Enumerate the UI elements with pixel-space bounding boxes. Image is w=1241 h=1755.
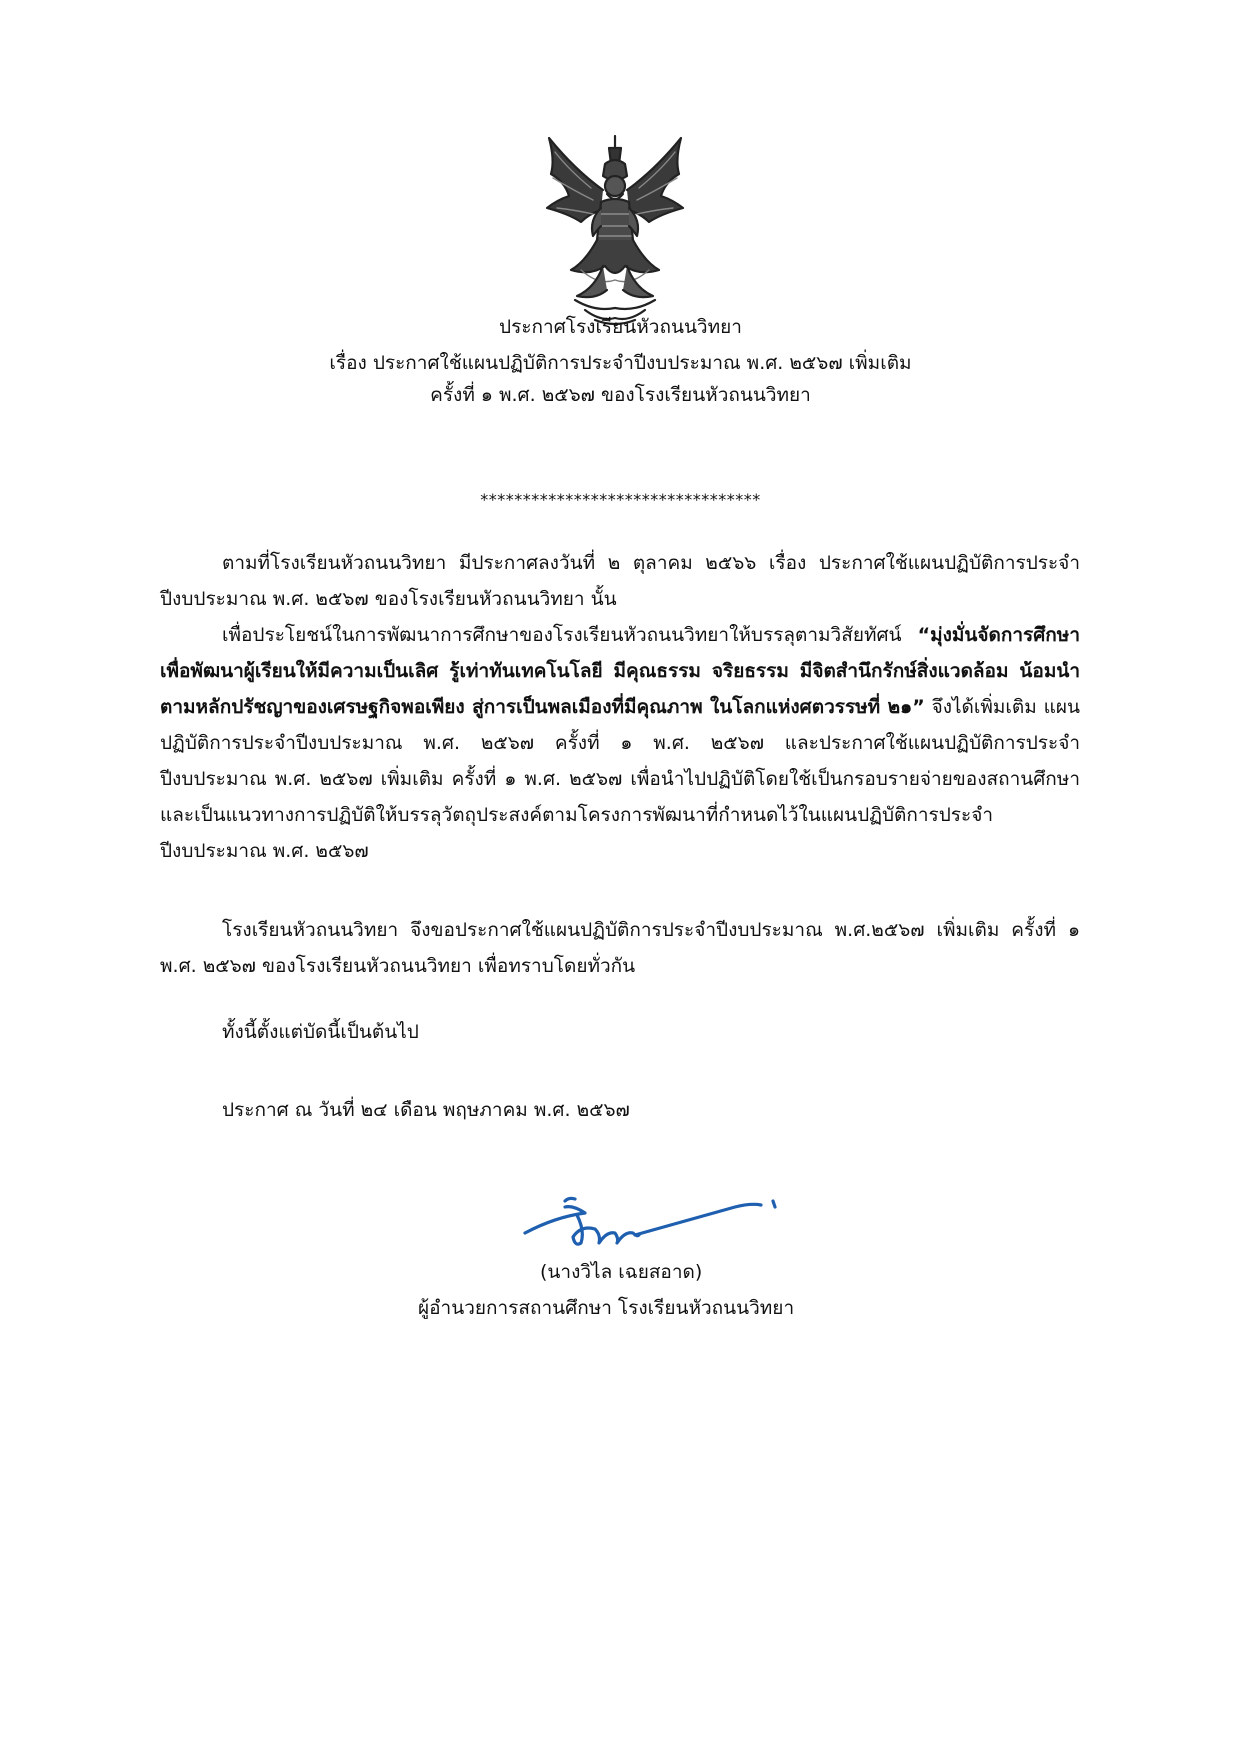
paragraph-2-rest: จึงได้เพิ่มเติม แผนปฏิบัติการประจำปีงบประมาณ พ.ศ. ๒๕๖๗ ครั้งที่ ๑ พ.ศ. ๒๕๖๗ และประกาศใช้แผนปฏิบัติการประจำปีงบประมาณ พ.ศ. ๒๕๖๗ เพิ่มเติม ครั้งที่ ๑ พ.ศ. ๒๕๖๗ เพื่อนำไปปฏิบัติโดยใช้เป็นกรอบรายจ่ายของสถานศึกษา และเป็นแนวทางการปฏิบัติให้บรรลุวัตถุประสงค์ตามโครงการพัฒนาที่กำหนดไว้ในแผนปฏิบัติการประจำปีงบประมาณ พ.ศ. ๒๕๖๗ <box>160 696 1080 862</box>
vision-statement: “มุ่งมั่นจัดการศึกษาเพื่อพัฒนาผู้เรียนให้มีความเป็นเลิศ รู้เท่าทันเทคโนโลยี มีคุณธรรม จริยธรรม มีจิตสำนึกรักษ์สิ่งแวดล้อม น้อมนำตามหลักปรัชญาของเศรษฐกิจพอเพียง สู่การเป็นพลเมืองที่มีคุณภาพ ในโลกแห่งศตวรรษที่ ๒๑” <box>160 624 1080 718</box>
signatory-name: (นางวิไล เฉยสอาด) <box>540 1261 703 1283</box>
effective-statement: ทั้งนี้ตั้งแต่บัดนี้เป็นต้นไป <box>222 1021 419 1043</box>
paragraph-3-text: โรงเรียนหัวถนนวิทยา จึงขอประกาศใช้แผนปฏิบัติการประจำปีงบประมาณ พ.ศ.๒๕๖๗ เพิ่มเติม ครั้งที่ ๑ พ.ศ. ๒๕๖๗ ของโรงเรียนหัวถนนวิทยา เพื่อทราบโดยทั่วกัน <box>160 919 1081 977</box>
document-subject-line2: ครั้งที่ ๑ พ.ศ. ๒๕๖๗ ของโรงเรียนหัวถนนวิทยา <box>430 384 811 406</box>
paragraph-1 <box>160 545 1080 617</box>
document-subject: เรื่อง ประกาศใช้แผนปฏิบัติการประจำปีงบประมาณ พ.ศ. ๒๕๖๗ เพิ่มเติม <box>329 352 912 374</box>
paragraph-1-text: ตามที่โรงเรียนหัวถนนวิทยา มีประกาศลงวันที่ ๒ ตุลาคม ๒๕๖๖ เรื่อง ประกาศใช้แผนปฏิบัติการประจำปีงบประมาณ พ.ศ. ๒๕๖๗ ของโรงเรียนหัวถนนวิทยา นั้น <box>160 552 1080 610</box>
announcement-date: ประกาศ ณ วันที่ ๒๔ เดือน พฤษภาคม พ.ศ. ๒๕๖๗ <box>222 1099 630 1121</box>
garuda-emblem-icon <box>535 130 695 330</box>
separator: ********************************* <box>480 490 761 509</box>
signature-image <box>515 1185 800 1255</box>
paragraph-3 <box>160 912 1080 984</box>
signatory-position: ผู้อำนวยการสถานศึกษา โรงเรียนหัวถนนวิทยา <box>418 1297 795 1319</box>
paragraph-2-intro: เพื่อประโยชน์ในการพัฒนาการศึกษาของโรงเรียนหัวถนนวิทยาให้บรรลุตามวิสัยทัศน์ <box>222 624 918 646</box>
document-title: ประกาศโรงเรียนหัวถนนวิทยา <box>499 316 742 338</box>
paragraph-2 <box>160 617 1080 869</box>
